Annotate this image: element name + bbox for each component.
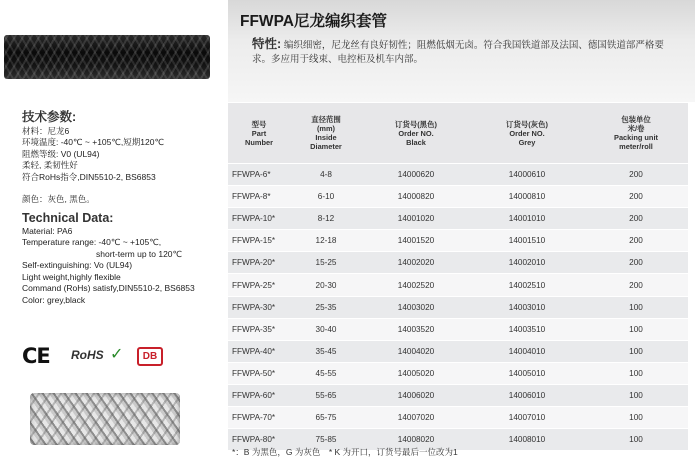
cell-part-number: FFWPA-60* [228, 384, 290, 406]
cell-packing-unit: 200 [584, 164, 688, 186]
table-row [228, 362, 688, 384]
cell-order-black: 14004020 [362, 340, 470, 362]
header-packing-unit: 包装单位 米/卷 Packing unit meter/roll [584, 103, 688, 164]
cell-order-grey: 14002510 [470, 274, 584, 296]
cell-inside-diameter: 4-8 [290, 164, 362, 186]
table-row [228, 340, 688, 362]
cell-order-grey: 14005010 [470, 362, 584, 384]
spec-cn-color: 颜色：灰色, 黑色。 [22, 194, 95, 204]
checkmark-icon: ✓ [110, 346, 124, 363]
features-text-block [252, 37, 682, 67]
spec-en-color: Color: grey,black [22, 294, 86, 305]
cell-part-number: FFWPA-70* [228, 407, 290, 429]
cell-packing-unit: 100 [584, 429, 688, 451]
header-part-number: 型号 Part Number [228, 103, 290, 164]
cell-inside-diameter: 6-10 [290, 186, 362, 208]
cell-part-number: FFWPA-30* [228, 296, 290, 318]
cell-part-number: FFWPA-10* [228, 208, 290, 230]
cell-order-black: 14000620 [362, 164, 470, 186]
cell-part-number: FFWPA-6* [228, 164, 290, 186]
cell-order-black: 14003520 [362, 318, 470, 340]
cell-order-grey: 14008010 [470, 429, 584, 451]
spec-cn-line: 环境温度: -40℃ ~ +105℃,短期120℃ [22, 137, 165, 147]
spec-en-material: Material: PA6 [22, 225, 73, 236]
product-table [228, 103, 688, 450]
cell-inside-diameter: 55-65 [290, 384, 362, 406]
table-row [228, 230, 688, 252]
cell-inside-diameter: 12-18 [290, 230, 362, 252]
table-row [228, 407, 688, 429]
cell-inside-diameter: 45-55 [290, 362, 362, 384]
db-logo: DB [137, 347, 163, 366]
cell-order-black: 14005020 [362, 362, 470, 384]
cell-order-black: 14000820 [362, 186, 470, 208]
cell-part-number: FFWPA-80* [228, 429, 290, 451]
cell-order-black: 14003020 [362, 296, 470, 318]
cell-packing-unit: 200 [584, 208, 688, 230]
table-row [228, 164, 688, 186]
cell-part-number: FFWPA-40* [228, 340, 290, 362]
spec-cn-section [22, 112, 222, 206]
cell-part-number: FFWPA-25* [228, 274, 290, 296]
cell-order-black: 14001520 [362, 230, 470, 252]
cell-order-grey: 14002010 [470, 252, 584, 274]
cell-order-black: 14008020 [362, 429, 470, 451]
cell-order-grey: 14000610 [470, 164, 584, 186]
cell-order-grey: 14004010 [470, 340, 584, 362]
cell-packing-unit: 100 [584, 296, 688, 318]
spec-en-temp-short: short-term up to 120℃ [96, 248, 183, 259]
sleeve-product-photo [4, 35, 210, 79]
spec-en-light: Light weight,highly flexible [22, 271, 121, 282]
cell-inside-diameter: 8-12 [290, 208, 362, 230]
cell-packing-unit: 200 [584, 230, 688, 252]
cell-inside-diameter: 30-40 [290, 318, 362, 340]
cell-packing-unit: 100 [584, 340, 688, 362]
cell-order-grey: 14007010 [470, 407, 584, 429]
spec-cn-line: 材料：尼龙6 [22, 125, 70, 136]
cell-packing-unit: 100 [584, 362, 688, 384]
table-row [228, 186, 688, 208]
features-label: 特性: [252, 37, 282, 51]
table-row [228, 252, 688, 274]
header-inside-diameter: 直径范围 (mm) Inside Diameter [290, 103, 362, 164]
spec-en-command: Command (RoHs) satisfy,DIN5510-2, BS6853 [22, 283, 195, 293]
rohs-logo: RoHS [71, 348, 104, 362]
cell-part-number: FFWPA-50* [228, 362, 290, 384]
cell-packing-unit: 100 [584, 384, 688, 406]
cell-part-number: FFWPA-8* [228, 186, 290, 208]
cell-order-black: 14002020 [362, 252, 470, 274]
cell-inside-diameter: 75-85 [290, 429, 362, 451]
cell-order-black: 14006020 [362, 384, 470, 406]
spec-cn-line: 柔轻, 柔韧性好 [22, 160, 78, 170]
cell-packing-unit: 200 [584, 186, 688, 208]
table-row [228, 384, 688, 406]
table-header-row [228, 103, 688, 164]
cell-order-black: 14001020 [362, 208, 470, 230]
cell-order-black: 14007020 [362, 407, 470, 429]
spec-en-title: Technical Data: [22, 211, 114, 225]
cell-order-grey: 14001010 [470, 208, 584, 230]
features-text: 编织细密，尼龙丝有良好韧性；阻燃低烟无卤。符合我国铁道部及法国、德国铁道部严格要求。多应用于线束、电控柜及机车内部。 [252, 40, 664, 65]
cell-order-grey: 14006010 [470, 384, 584, 406]
spec-en-section [22, 213, 227, 306]
header-order-grey: 订货号(灰色) Order NO. Grey [470, 103, 584, 164]
product-header [228, 0, 695, 102]
cell-part-number: FFWPA-15* [228, 230, 290, 252]
cell-order-grey: 14001510 [470, 230, 584, 252]
spec-cn-line: 符合RoHs指令,DIN5510-2, BS6853 [22, 171, 156, 182]
cell-packing-unit: 200 [584, 252, 688, 274]
cell-inside-diameter: 25-35 [290, 296, 362, 318]
cell-part-number: FFWPA-35* [228, 318, 290, 340]
header-order-black: 订货号(黑色) Order NO. Black [362, 103, 470, 164]
spec-cn-title: 技术参数: [22, 110, 77, 124]
spec-cn-line: 阻燃等级: V0 (UL94) [22, 148, 100, 159]
table-row [228, 274, 688, 296]
table-row [228, 208, 688, 230]
cell-inside-diameter: 35-45 [290, 340, 362, 362]
cell-packing-unit: 100 [584, 318, 688, 340]
cell-order-grey: 14003510 [470, 318, 584, 340]
braid-closeup-photo [30, 393, 180, 445]
cell-inside-diameter: 65-75 [290, 407, 362, 429]
spec-en-temp: Temperature range: -40℃ ~ +105℃, [22, 237, 162, 247]
table-row [228, 318, 688, 340]
spec-en-flame: Self-extinguishing: Vo (UL94) [22, 260, 133, 270]
cell-inside-diameter: 20-30 [290, 274, 362, 296]
footnote: *：B 为黑色，G 为灰色 * K 为开口，订货号最后一位改为1 [232, 447, 458, 457]
product-title: FFWPA尼龙编织套管 [240, 13, 387, 30]
cell-part-number: FFWPA-20* [228, 252, 290, 274]
ce-logo: CE [22, 344, 50, 368]
cell-packing-unit: 200 [584, 274, 688, 296]
cell-order-grey: 14003010 [470, 296, 584, 318]
cell-packing-unit: 100 [584, 407, 688, 429]
cell-order-grey: 14000810 [470, 186, 584, 208]
certification-logos [22, 344, 172, 370]
table-row [228, 296, 688, 318]
cell-inside-diameter: 15-25 [290, 252, 362, 274]
cell-order-black: 14002520 [362, 274, 470, 296]
